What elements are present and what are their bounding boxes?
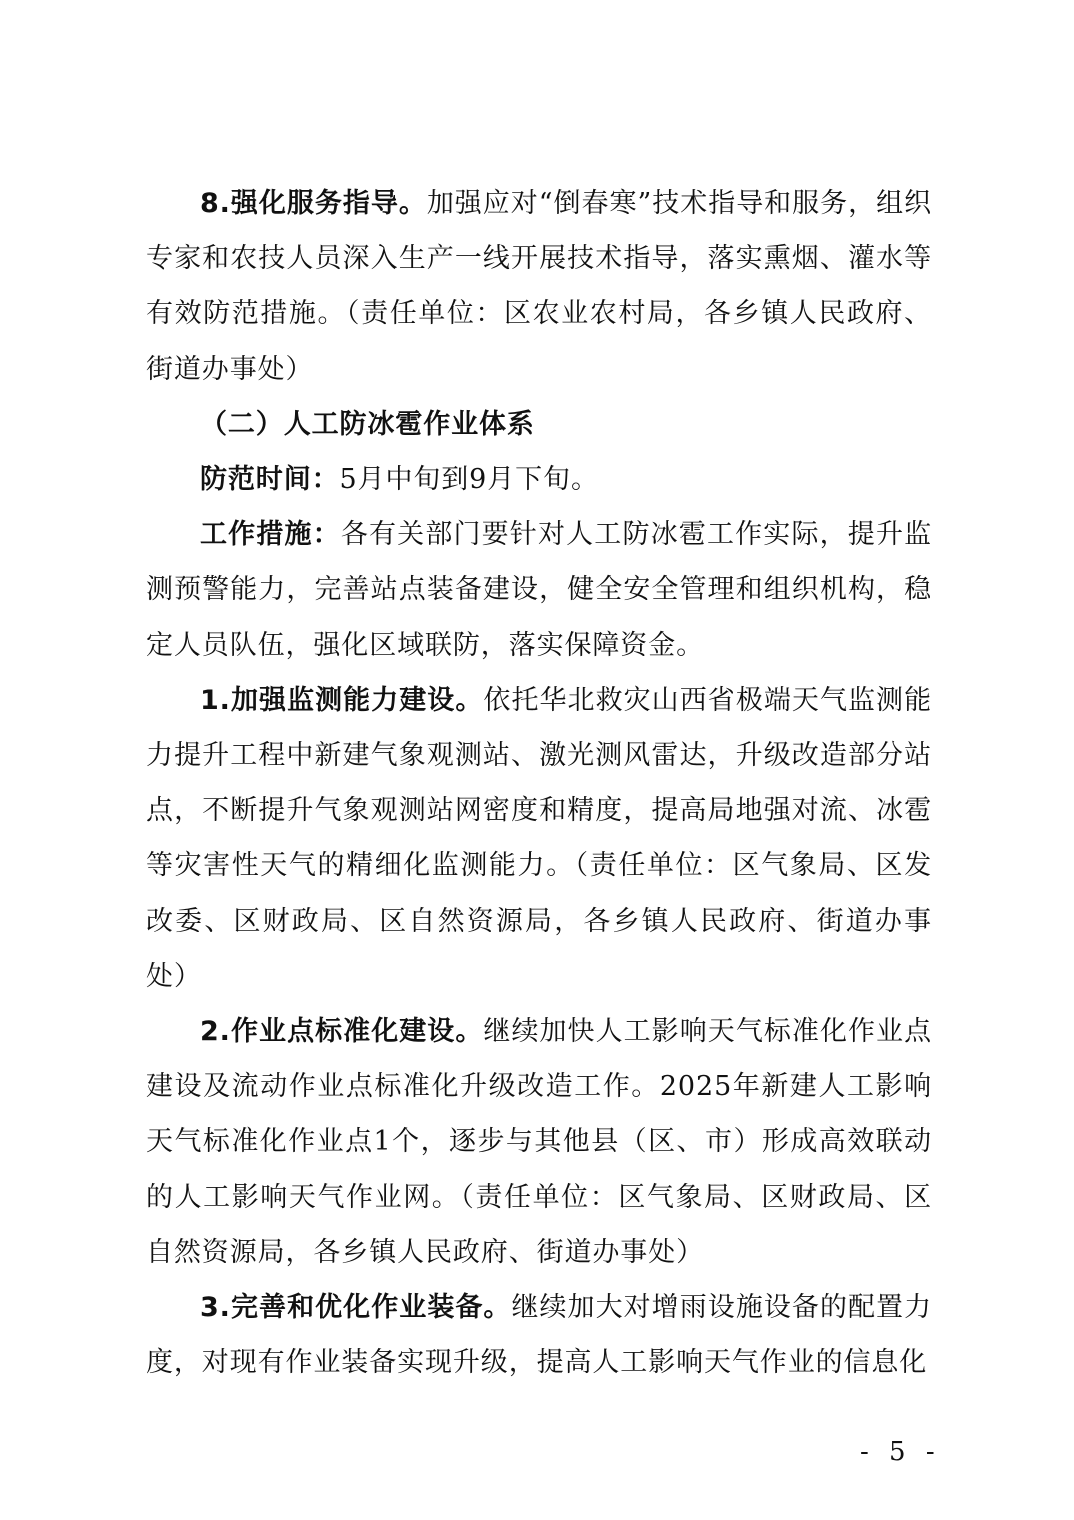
paragraph-item-8 (146, 176, 932, 397)
paragraph-lead: 3.完善和优化作业装备。 (200, 1292, 512, 1324)
paragraph-text: 继续加快人工影响天气标准化作业点建设及流动作业点标准化升级改造工作。2025年新建人工影响天气标准化作业点1个，逐步与其他县（区、市）形成高效联动的人工影响天气作业网。（责任单位：区气象局、区财政局、区自然资源局，各乡镇人民政府、街道办事处） (146, 1016, 932, 1268)
paragraph-text: 加强应对“倒春寒”技术指导和服务，组织专家和农技人员深入生产一线开展技术指导，落实熏烟、灌水等有效防范措施。（责任单位：区农业农村局，各乡镇人民政府、街道办事处） (146, 188, 932, 385)
paragraph-lead: 防范时间： (200, 464, 340, 496)
paragraph-text: 5月中旬到9月下旬。 (339, 464, 599, 496)
paragraph-text: 依托华北救灾山西省极端天气监测能力提升工程中新建气象观测站、激光测风雷达，升级改造部分站点，不断提升气象观测站网密度和精度，提高局地强对流、冰雹等灾害性天气的精细化监测能力。（责任单位：区气象局、区发改委、区财政局、区自然资源局，各乡镇人民政府、街道办事处） (146, 684, 932, 992)
paragraph-text: 各有关部门要针对人工防冰雹工作实际，提升监测预警能力，完善站点装备建设，健全安全管理和组织机构，稳定人员队伍，强化区域联防，落实保障资金。 (146, 519, 933, 661)
heading-text: （二）人工防冰雹作业体系 (200, 408, 535, 440)
paragraph-item-3 (146, 1280, 932, 1390)
paragraph-item-2 (146, 1004, 932, 1280)
paragraph-lead: 2.作业点标准化建设。 (200, 1016, 484, 1048)
paragraph-prevention-period (146, 452, 932, 507)
paragraph-lead: 8.强化服务指导。 (200, 188, 427, 219)
section-heading-hail-prevention (146, 397, 932, 452)
paragraph-text: 继续加大对增雨设施设备的配置力度，对现有作业装备实现升级，提高人工影响天气作业的信息化 (146, 1292, 932, 1379)
page-number: - 5 - (860, 1437, 941, 1467)
paragraph-lead: 1.加强监测能力建设。 (200, 684, 484, 716)
paragraph-work-measures (146, 507, 932, 673)
paragraph-item-1 (146, 673, 932, 1004)
document-body (146, 176, 932, 1390)
paragraph-lead: 工作措施： (200, 519, 341, 551)
